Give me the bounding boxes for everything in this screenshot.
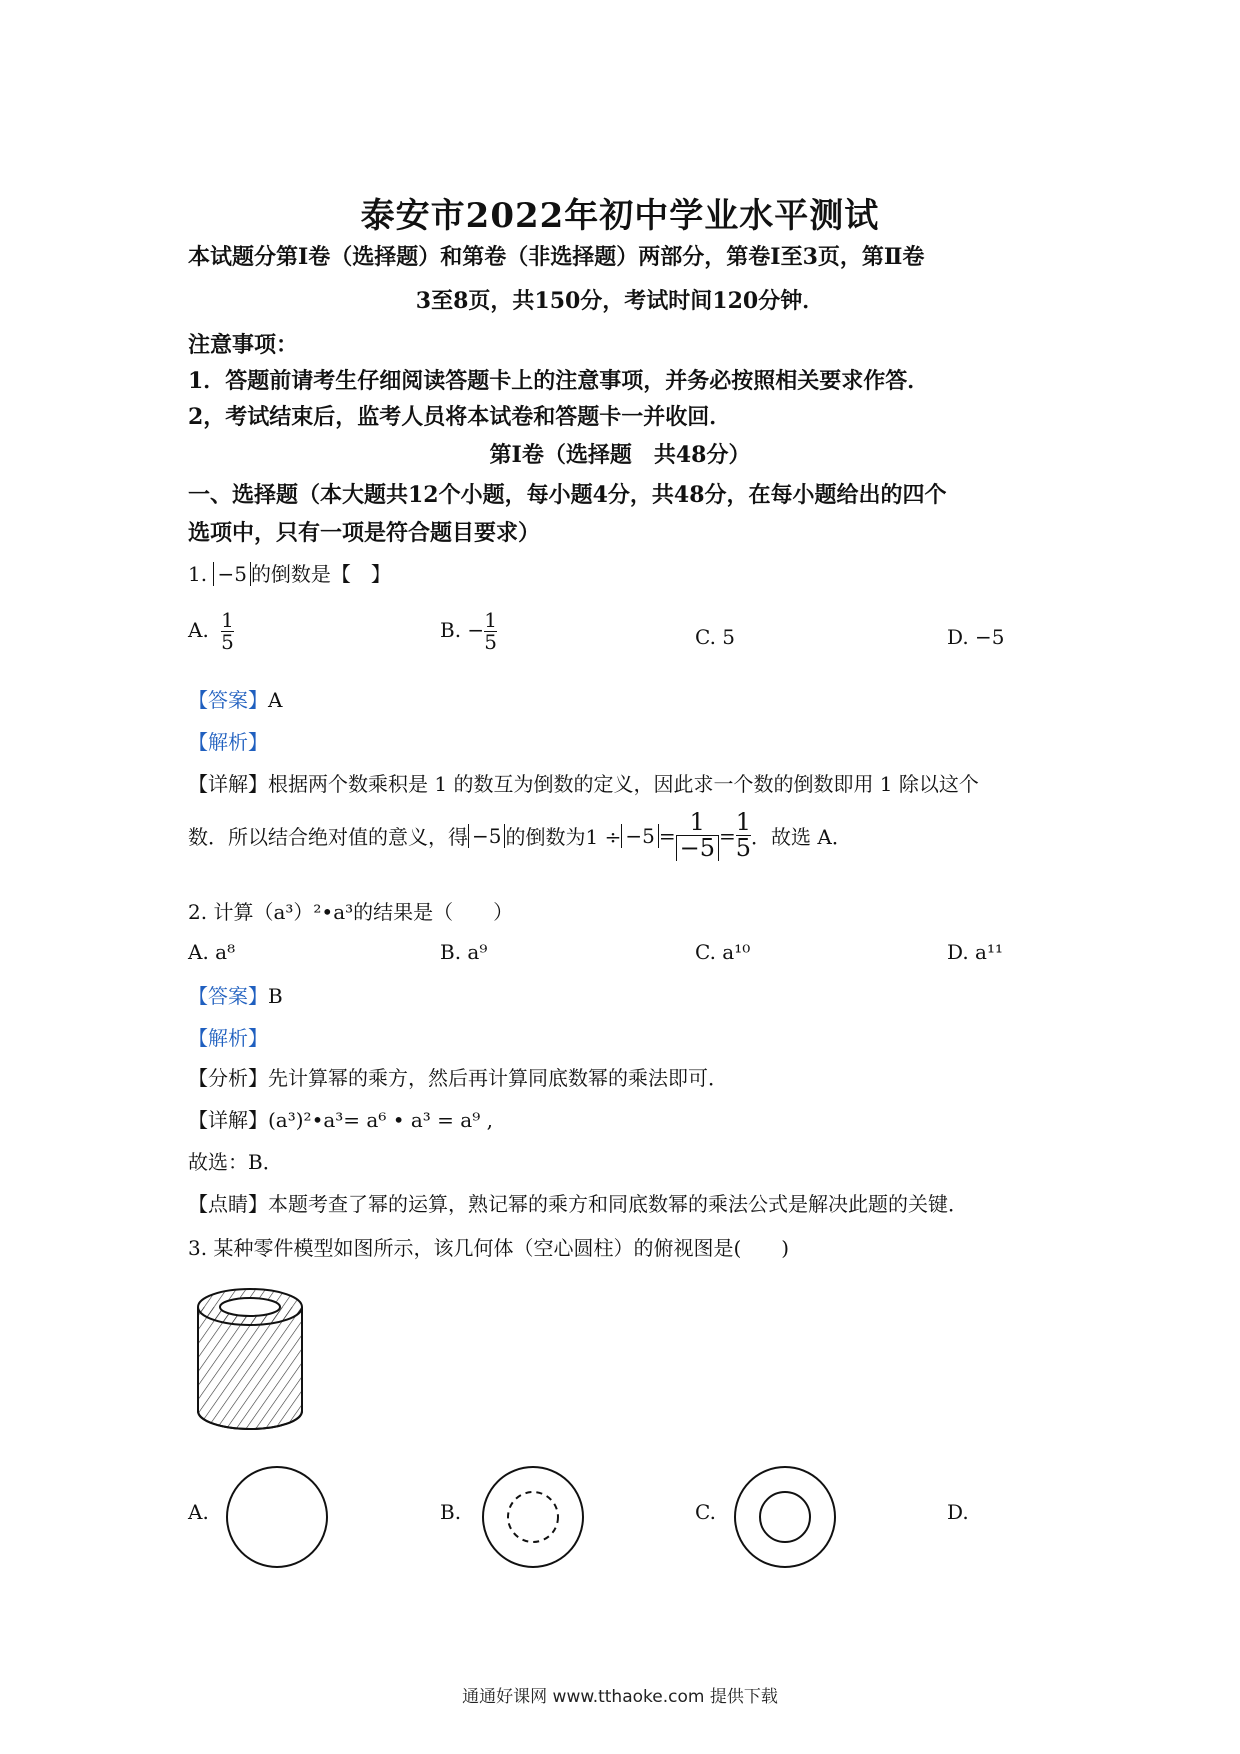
- q1-option-a-denominator: 5: [221, 630, 234, 654]
- q1-option-b-numerator: 1: [484, 608, 497, 632]
- q2-analysis-tag: 【解析】: [188, 1026, 268, 1050]
- q3-option-b-circles: [478, 1462, 588, 1572]
- q2-analysis: [188, 1062, 728, 1091]
- q1-option-a-label: A.: [188, 618, 209, 642]
- intro-line-2: 3至8页，共150分，考试时间120分钟．: [415, 288, 825, 314]
- q1-option-a-fraction: [221, 610, 234, 653]
- q1-option-a-numerator: 1: [221, 608, 234, 632]
- q1-detail-eq-1: =: [658, 823, 676, 848]
- q1-detail-abs: −5: [468, 824, 505, 848]
- q2-option-c: C. a¹⁰: [695, 940, 751, 964]
- q2-point-text: 本题考查了幂的运算，熟记幂的乘方和同底数幂的乘法公式是解决此题的关键．: [268, 1192, 968, 1216]
- detail-tag: 【详解】: [188, 772, 268, 796]
- section-title: 第Ⅰ卷（选择题 共48分）: [489, 442, 751, 468]
- part1-line-2: 选项中，只有一项是符合题目要求）: [188, 520, 541, 546]
- q1-option-c: C. 5: [695, 625, 736, 649]
- q3-stem: 3. 某种零件模型如图所示，该几何体（空心圆柱）的俯视图是( ): [188, 1236, 790, 1260]
- q1-option-b-denominator: 5: [484, 630, 497, 654]
- q3-option-a-circle: [222, 1462, 332, 1572]
- page-title: 泰安市2022年初中学业水平测试: [360, 196, 880, 236]
- q1-abs-value: −5: [213, 562, 250, 586]
- q1-detail-fraction-1: [676, 810, 719, 861]
- q3-option-d: D.: [947, 1500, 969, 1524]
- q1-detail-f2-numerator: 1: [735, 808, 752, 836]
- notes-heading: 注意事项：: [188, 332, 299, 358]
- detail-tag: 【详解】: [188, 1108, 268, 1132]
- intro-line-1: 本试题分第Ⅰ卷（选择题）和第卷（非选择题）两部分，第卷Ⅰ至3页，第Ⅱ卷: [188, 244, 925, 270]
- q2-detail: [188, 1104, 493, 1133]
- q2-stem: 2. 计算（a³）²•a³的结果是（ ）: [188, 900, 514, 924]
- q1-detail-f1-denominator: −5: [676, 836, 719, 861]
- q1-detail-abs-2: −5: [621, 824, 658, 848]
- q1-option-a: [188, 610, 234, 653]
- point-tag: 【点睛】: [188, 1192, 268, 1216]
- q1-option-b-label: B.: [440, 618, 462, 642]
- answer-tag: 【答案】: [188, 984, 268, 1008]
- page-footer: 通通好课网 www.tthaoke.com 提供下载: [462, 1687, 778, 1707]
- q1-detail-fraction-2: [736, 810, 751, 861]
- q1-detail-text-2b: 的倒数为1 ÷: [505, 825, 622, 850]
- q1-option-d: D. −5: [947, 625, 1005, 649]
- q1-answer-value: A: [268, 688, 283, 712]
- q2-point: [188, 1188, 968, 1217]
- q1-option-b-fraction: [484, 610, 497, 653]
- q2-answer-value: B: [268, 984, 283, 1008]
- q1-option-b-sign: −: [467, 618, 485, 642]
- answer-tag: 【答案】: [188, 688, 268, 712]
- q1-detail-line-1: [188, 768, 979, 797]
- q3-option-a: A.: [188, 1500, 209, 1524]
- q1-detail-text-2a: 数．所以结合绝对值的意义，得: [188, 825, 468, 850]
- q1-stem: [188, 558, 391, 587]
- q3-option-b: B.: [440, 1500, 462, 1524]
- q2-analysis-text: 先计算幂的乘方，然后再计算同底数幂的乘法即可．: [268, 1066, 728, 1090]
- q1-option-b: [440, 610, 497, 653]
- notes-item-1: 1．答题前请考生仔细阅读答题卡上的注意事项，并务必按照相关要求作答．: [188, 368, 930, 394]
- part1-line-1: 一、选择题（本大题共12个小题，每小题4分，共48分，在每小题给出的四个: [188, 482, 947, 508]
- q1-detail-f2-denominator: 5: [735, 834, 752, 863]
- q1-detail-text-1: 根据两个数乘积是 1 的数互为倒数的定义，因此求一个数的倒数即用 1 除以这个: [268, 772, 979, 796]
- q2-answer: [188, 980, 283, 1009]
- q3-option-c-circles: [730, 1462, 840, 1572]
- q1-analysis-tag: 【解析】: [188, 730, 268, 754]
- q1-answer: [188, 684, 282, 713]
- q1-detail-eq-2: =: [718, 823, 736, 848]
- q2-conclusion: 故选：B．: [188, 1150, 283, 1174]
- q1-detail-f1-numerator: 1: [689, 808, 705, 836]
- analysis-fx-tag: 【分析】: [188, 1066, 268, 1090]
- q2-option-d: D. a¹¹: [947, 940, 1003, 964]
- q1-detail-end: ．故选 A．: [751, 825, 852, 850]
- q2-option-b: B. a⁹: [440, 940, 488, 964]
- notes-item-2: 2，考试结束后，监考人员将本试卷和答题卡一并收回．: [188, 404, 732, 430]
- hollow-cylinder-figure: [190, 1285, 310, 1435]
- q3-option-c: C.: [695, 1500, 716, 1524]
- q2-detail-text: (a³)²•a³= a⁶ • a³ = a⁹ ,: [268, 1108, 493, 1132]
- q1-stem-rest: 的倒数是【 】: [250, 562, 391, 586]
- q1-detail-line-2: [188, 810, 852, 861]
- q1-number: 1.: [188, 562, 208, 586]
- q2-option-a: A. a⁸: [188, 940, 236, 964]
